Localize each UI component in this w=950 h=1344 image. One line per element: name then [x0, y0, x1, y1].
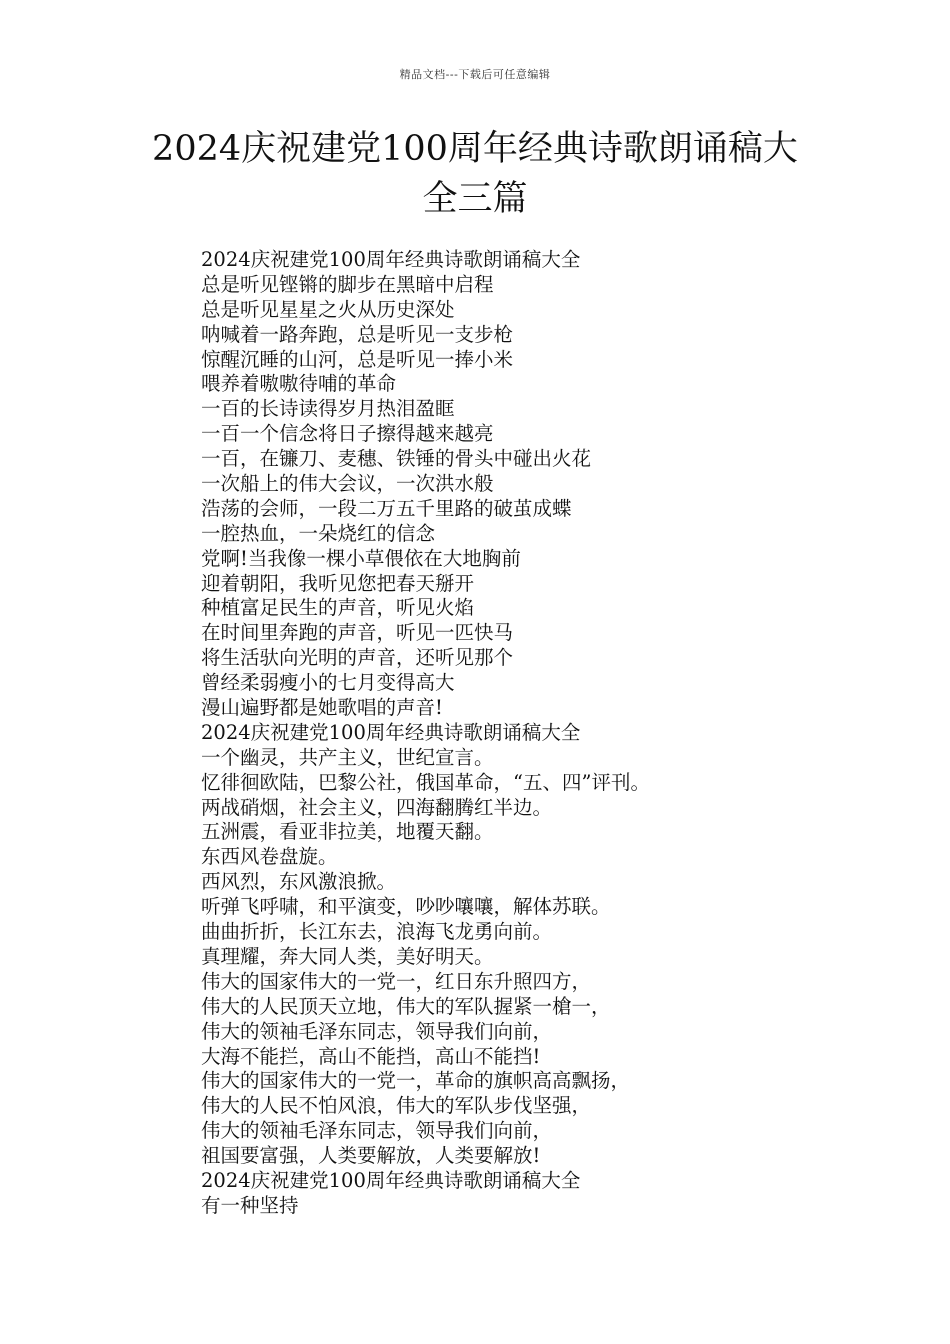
poem-line: 五洲震，看亚非拉美，地覆天翻。: [201, 820, 494, 844]
poem-body: [201, 248, 821, 1219]
poem-line: 伟大的领袖毛泽东同志，领导我们向前，: [201, 1119, 553, 1143]
poem-line: 惊醒沉睡的山河，总是听见一捧小米: [201, 347, 514, 371]
poem-line: 一次船上的伟大会议，一次洪水般: [201, 472, 494, 496]
poem-line: 西风烈，东风激浪掀。: [201, 870, 397, 894]
poem-line: 伟大的人民顶天立地，伟大的军队握紧一槍一，: [201, 994, 611, 1018]
poem-line: 一百，在镰刀、麦穗、铁锤的骨头中碰出火花: [201, 447, 592, 471]
poem-line: 总是听见铿锵的脚步在黑暗中启程: [201, 272, 494, 296]
poem-line: 浩荡的会师，一段二万五千里路的破茧成蝶: [201, 496, 572, 520]
document-title: [120, 124, 830, 224]
poem-line: 伟大的领袖毛泽东同志，领导我们向前，: [201, 1019, 553, 1043]
poem-line: 2024庆祝建党100周年经典诗歌朗诵稿大全: [201, 248, 581, 271]
poem-line: 曾经柔弱瘦小的七月变得高大: [201, 671, 455, 695]
poem-line: 一百一个信念将日子擦得越来越亮: [201, 422, 494, 446]
header-note: 精品文档---下载后可任意编辑: [399, 68, 551, 81]
poem-line: 迎着朝阳，我听见您把春天掰开: [201, 571, 475, 595]
document-title-line-2: 全三篇: [422, 179, 528, 219]
poem-line: 听弹飞呼啸，和平演变，吵吵嚷嚷，解体苏联。: [201, 895, 611, 919]
poem-line: 一百的长诗读得岁月热泪盈眶: [201, 397, 455, 421]
poem-line: 一腔热血，一朵烧红的信念: [201, 521, 436, 545]
poem-line: 忆徘徊欧陆，巴黎公社，俄国革命，“五、四”评刊。: [201, 770, 650, 794]
poem-line: 将生活驮向光明的声音，还听见那个: [201, 646, 514, 670]
poem-line: 党啊!当我像一棵小草偎依在大地胸前: [201, 546, 521, 570]
poem-line: 呐喊着一路奔跑，总是听见一支步枪: [201, 322, 514, 346]
poem-line: 东西风卷盘旋。: [201, 845, 338, 869]
poem-line: 在时间里奔跑的声音，听见一匹快马: [201, 621, 514, 645]
poem-line: 伟大的国家伟大的一党一，革命的旗帜高高飘扬，: [201, 1069, 631, 1093]
poem-line: 2024庆祝建党100周年经典诗歌朗诵稿大全: [201, 1168, 581, 1192]
poem-line: 曲曲折折，长江东去，浪海飞龙勇向前。: [201, 920, 553, 944]
poem-line: 种植富足民生的声音，听见火焰: [201, 596, 475, 620]
poem-line: 有一种坚持: [201, 1193, 299, 1217]
poem-line: 伟大的国家伟大的一党一，红日东升照四方，: [201, 969, 592, 993]
poem-line: 伟大的人民不怕风浪，伟大的军队步伐坚强，: [201, 1094, 592, 1118]
poem-line: 喂养着嗷嗷待哺的革命: [201, 372, 397, 396]
poem-line: 两战硝烟，社会主义，四海翻腾红半边。: [201, 795, 553, 819]
poem-line: 总是听见星星之火从历史深处: [201, 297, 455, 321]
poem-line: 一个幽灵，共产主义，世纪宣言。: [201, 745, 494, 769]
poem-line: 真理耀，奔大同人类，美好明天。: [201, 944, 494, 968]
document-title-line-1: 2024庆祝建党100周年经典诗歌朗诵稿大: [152, 129, 798, 169]
poem-line: 祖国要富强，人类要解放，人类要解放!: [201, 1144, 541, 1168]
poem-line: 大海不能拦，高山不能挡，高山不能挡!: [201, 1044, 541, 1068]
poem-line: 漫山遍野都是她歌唱的声音!: [201, 696, 443, 720]
poem-line: 2024庆祝建党100周年经典诗歌朗诵稿大全: [201, 720, 581, 744]
